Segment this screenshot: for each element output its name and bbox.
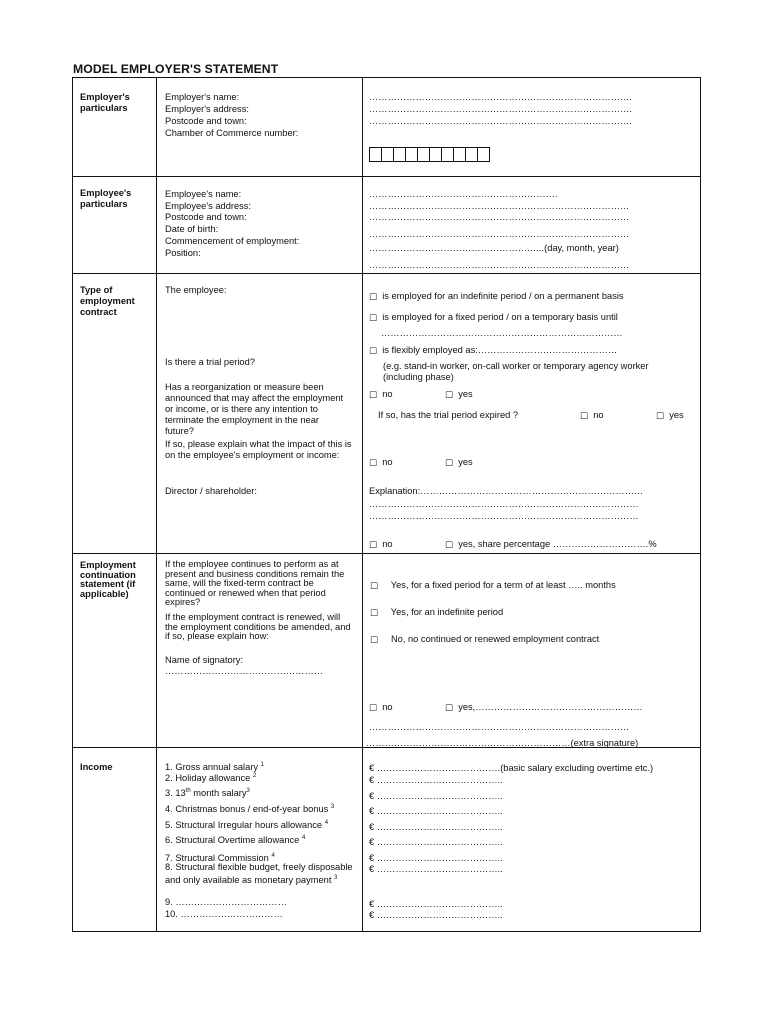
- reorg-no-label: no: [382, 457, 393, 467]
- employee-dob-label: Date of birth:: [165, 224, 219, 234]
- employee-name-label: Employee's name:: [165, 189, 242, 199]
- coc-digit-box[interactable]: [477, 147, 490, 162]
- trial-question: Is there a trial period?: [165, 357, 255, 367]
- checkbox-icon[interactable]: □: [369, 346, 378, 356]
- income-item-text: 2. Holiday allowance: [165, 773, 251, 784]
- income-value-line[interactable]: € …………………………………..: [369, 899, 503, 909]
- employer-name-line[interactable]: ………………………………………………………………………….: [369, 92, 632, 102]
- income-item-text: 4. Christmas bonus / end-of-year bonus: [165, 804, 329, 815]
- reorg-yes-label: yes: [458, 457, 473, 467]
- footnote-mark: 1: [260, 762, 264, 768]
- income-value-line[interactable]: € …………………………………..: [369, 837, 503, 847]
- trial-no-option[interactable]: [369, 389, 393, 401]
- income-value-line[interactable]: € ………………………………….(basic salary excluding overtime etc.): [369, 763, 654, 773]
- director-label: Director / shareholder:: [165, 486, 257, 496]
- checkbox-icon[interactable]: □: [369, 540, 378, 550]
- checkbox-icon[interactable]: □: [445, 540, 454, 550]
- continue-fixed-option[interactable]: [370, 580, 616, 592]
- income-value-line[interactable]: € …………………………………..: [369, 775, 503, 785]
- employee-address-label: Employee's address:: [165, 201, 252, 211]
- checkbox-icon[interactable]: □: [370, 635, 379, 645]
- checkbox-icon[interactable]: □: [580, 411, 589, 421]
- employee-contract-label: The employee:: [165, 285, 227, 295]
- employer-postcode-line[interactable]: ………………………………………………………………………….: [369, 116, 632, 126]
- ordinal-suffix: th: [185, 788, 191, 794]
- checkbox-icon[interactable]: □: [445, 458, 454, 468]
- employee-postcode-label: Postcode and town:: [165, 212, 247, 222]
- amend-no-label: no: [382, 702, 393, 712]
- footnote-mark: 4: [301, 835, 306, 841]
- checkbox-icon[interactable]: □: [369, 313, 378, 323]
- income-item-text: 7. Structural Commission: [165, 853, 269, 864]
- income-item-text: 1. Gross annual salary: [165, 762, 259, 773]
- extra-signature-line[interactable]: …………………………………………………………(extra signature): [366, 738, 639, 748]
- trial-no-label: no: [382, 389, 393, 399]
- director-yes-label: yes, share percentage ………………………….%: [458, 539, 657, 549]
- checkbox-icon[interactable]: □: [369, 458, 378, 468]
- renewal-question: If the employment contract is renewed, will the employment conditions be amended, and if so, please explain how:: [165, 612, 351, 641]
- income-section-label: Income: [80, 762, 113, 772]
- trial-yes-option[interactable]: [445, 389, 473, 401]
- amend-yes-label: yes,………………………………………………: [458, 702, 643, 712]
- continuation-section-label: Employment continuation statement (if applicable): [80, 560, 136, 599]
- fixed-option[interactable]: [369, 312, 618, 324]
- checkbox-icon[interactable]: □: [445, 390, 454, 400]
- coc-number-boxes[interactable]: [369, 147, 489, 162]
- checkbox-icon[interactable]: □: [369, 292, 378, 302]
- checkbox-icon[interactable]: □: [370, 581, 379, 591]
- page-title: MODEL EMPLOYER'S STATEMENT: [73, 62, 279, 76]
- flexible-note: (e.g. stand-in worker, on-call worker or temporary agency worker (including phase): [383, 361, 649, 382]
- no-continuation-option[interactable]: [370, 634, 599, 646]
- employee-section-label: Employee's particulars: [80, 188, 132, 209]
- income-item-label: [165, 802, 334, 815]
- employer-postcode-label: Postcode and town:: [165, 116, 247, 126]
- flexible-option[interactable]: [369, 345, 617, 357]
- trial-expired-question: If so, has the trial period expired ?: [378, 410, 519, 420]
- footnote-mark: 2: [252, 773, 257, 779]
- expired-yes-option[interactable]: [656, 410, 684, 422]
- income-value-line[interactable]: € …………………………………..: [369, 806, 503, 816]
- row-divider: [72, 553, 701, 554]
- footnote-mark: 3: [246, 788, 250, 794]
- checkbox-icon[interactable]: □: [445, 703, 454, 713]
- employee-position-line[interactable]: …………………………………………………………………………: [369, 260, 630, 270]
- income-item-label: [165, 862, 361, 886]
- income-item-label[interactable]: 10. ……………………………: [165, 909, 283, 919]
- row-divider: [72, 176, 701, 177]
- employer-name-label: Employer's name:: [165, 92, 240, 102]
- reorganization-question: Has a reorganization or measure been announced that may affect the employment or income, or is there any intention to terminate the employment in the near future?: [165, 382, 344, 436]
- footnote-mark: 3: [334, 875, 338, 881]
- income-item-label: [165, 818, 328, 831]
- permanent-option-label: is employed for an indefinite period / on a permanent basis: [382, 291, 624, 301]
- contract-section-label: Type of employment contract: [80, 285, 135, 317]
- income-item-text: 6. Structural Overtime allowance: [165, 835, 300, 846]
- explanation-line[interactable]: Explanation:………………………………………………………………: [369, 486, 644, 496]
- employer-address-line[interactable]: ………………………………………………………………………….: [369, 104, 632, 114]
- employee-commencement-line[interactable]: ………………………………………………...(day, month, year): [369, 243, 619, 253]
- director-no-label: no: [382, 539, 393, 549]
- continuation-question: If the employee continues to perform as at present and business conditions remain the same, will the fixed-term contract be continued or renewed when that period expires?: [165, 559, 345, 607]
- column-divider: [362, 77, 363, 932]
- employee-address-line[interactable]: …………………………………………………………………………: [369, 201, 630, 211]
- income-value-line[interactable]: € …………………………………..: [369, 822, 503, 832]
- income-value-line[interactable]: € …………………………………..: [369, 864, 503, 874]
- amend-line[interactable]: …………………………………………………………………………: [369, 722, 630, 732]
- fixed-option-label: is employed for a fixed period / on a temporary basis until: [382, 312, 618, 322]
- continue-indefinite-label: Yes, for an indefinite period: [390, 607, 504, 617]
- employer-address-label: Employer's address:: [165, 104, 249, 114]
- employee-position-label: Position:: [165, 248, 201, 258]
- checkbox-icon[interactable]: □: [369, 390, 378, 400]
- employer-coc-label: Chamber of Commerce number:: [165, 128, 299, 138]
- amend-no-option[interactable]: [369, 702, 393, 714]
- amend-yes-option[interactable]: [445, 702, 643, 714]
- employee-name-line[interactable]: …………………………………………………….: [369, 189, 558, 199]
- signatory-line[interactable]: ……………………………………………: [165, 666, 324, 676]
- signatory-label: Name of signatory:: [165, 655, 244, 665]
- no-continuation-label: No, no continued or renewed employment contract: [390, 634, 600, 644]
- employee-commencement-label: Commencement of employment:: [165, 236, 300, 246]
- income-value-line[interactable]: € …………………………………..: [369, 853, 503, 863]
- expired-no-label: no: [593, 410, 604, 420]
- column-divider: [156, 77, 157, 932]
- income-item-label: [165, 833, 305, 846]
- income-value-line[interactable]: € …………………………………..: [369, 910, 503, 920]
- employee-postcode-line[interactable]: …………………………………………………………………………: [369, 212, 630, 222]
- row-divider: [72, 273, 701, 274]
- permanent-option[interactable]: [369, 291, 624, 303]
- employee-dob-line[interactable]: …………………………………………………………………………: [369, 229, 630, 239]
- continue-indefinite-option[interactable]: [370, 607, 503, 619]
- income-value-line[interactable]: € …………………………………..: [369, 791, 503, 801]
- reorganization-explain: If so, please explain what the impact of this is on the employee's employment or income:: [165, 439, 352, 460]
- expired-yes-label: yes: [669, 410, 684, 420]
- continue-fixed-label: Yes, for a fixed period for a term of at least ….. months: [390, 580, 616, 590]
- employer-section-label: Employer's particulars: [80, 92, 130, 113]
- flexible-option-label: is flexibly employed as:………………………………………: [382, 345, 618, 355]
- income-item-label: [165, 771, 256, 784]
- reorg-no-option[interactable]: [369, 457, 393, 469]
- footnote-mark: 4: [324, 820, 329, 826]
- income-item-text: 5. Structural Irregular hours allowance: [165, 820, 323, 831]
- income-item-label[interactable]: 9. ………………………………: [165, 897, 287, 907]
- director-yes-option[interactable]: [445, 539, 657, 551]
- footnote-mark: 4: [271, 853, 275, 859]
- income-item-text: 8. Structural flexible budget, freely disposable and only available as monetary payment: [165, 862, 353, 886]
- income-item-label: 3. 13th month salary$^3$: [165, 788, 250, 799]
- checkbox-icon[interactable]: □: [656, 411, 665, 421]
- footnote-mark: 3: [330, 804, 335, 810]
- expired-no-option[interactable]: [580, 410, 604, 422]
- explanation-line-3[interactable]: ……………………………………………………………………………: [369, 511, 639, 521]
- checkbox-icon[interactable]: □: [369, 703, 378, 713]
- reorg-yes-option[interactable]: [445, 457, 473, 469]
- director-no-option[interactable]: [369, 539, 393, 551]
- explanation-line-2[interactable]: ……………………………………………………………………………: [369, 499, 639, 509]
- trial-yes-label: yes: [458, 389, 473, 399]
- checkbox-icon[interactable]: □: [370, 608, 379, 618]
- fixed-until-line[interactable]: ……………………………………………………………………: [381, 328, 623, 338]
